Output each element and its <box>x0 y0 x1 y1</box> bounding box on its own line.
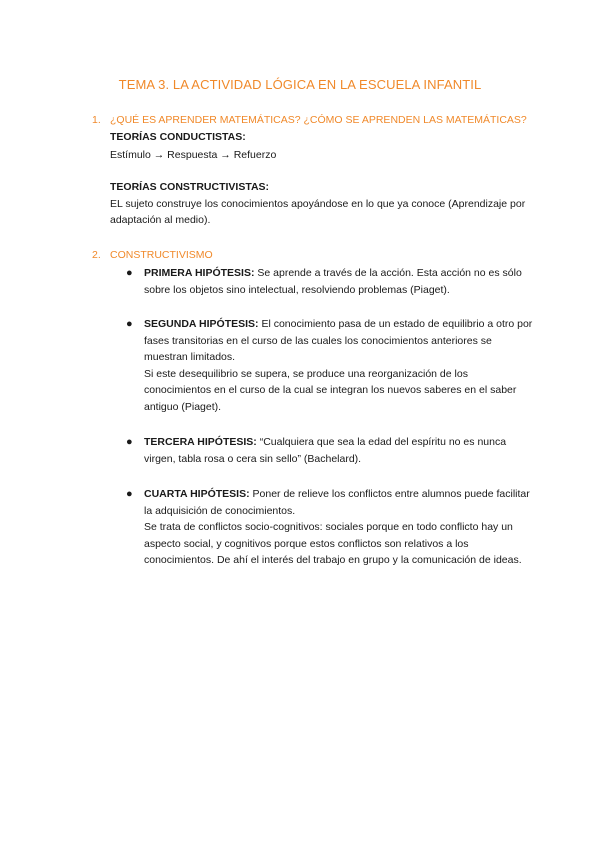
hypothesis-label: SEGUNDA HIPÓTESIS: <box>144 318 259 330</box>
constructivistas-heading: TEORÍAS CONSTRUCTIVISTAS: <box>110 181 270 193</box>
constructivistas-text: EL sujeto construye los conocimientos apoyándose en lo que ya conoce (Aprendizaje por adaptación al medio). <box>110 198 526 226</box>
section-1-number: 1. <box>92 114 101 126</box>
section-2-number: 2. <box>92 249 101 261</box>
bullet-icon: ● <box>126 436 133 448</box>
hypothesis-label: CUARTA HIPÓTESIS: <box>144 488 250 500</box>
conductistas-text: Estímulo → Respuesta → Refuerzo <box>110 149 277 161</box>
hypothesis-extra: Si este desequilibrio se supera, se produce una reorganización de los conocimientos en el curso de la cual se integran los nuevos saberes en el saber antiguo (Piaget). <box>144 367 517 413</box>
hypothesis-label: PRIMERA HIPÓTESIS: <box>144 267 255 279</box>
hypothesis-text: “Cualquiera que sea la edad del espíritu no es nunca virgen, tabla rosa o cera sin sello” (Bachelard). <box>144 436 507 465</box>
hypothesis-label: TERCERA HIPÓTESIS: <box>144 436 257 448</box>
hypothesis-item-4 <box>144 486 534 569</box>
hypothesis-text: Se aprende a través de la acción. Esta acción no es sólo sobre los objetos sino intelectual, resolviendo problemas (Piaget). <box>144 267 522 296</box>
bullet-icon: ● <box>126 488 133 500</box>
hypothesis-item-1 <box>144 265 534 298</box>
conductistas-heading: TEORÍAS CONDUCTISTAS: <box>110 131 246 143</box>
bullet-icon: ● <box>126 318 133 330</box>
hypothesis-item-3 <box>144 434 534 467</box>
hypothesis-extra: Se trata de conflictos socio-cognitivos: sociales porque en todo conflicto hay un aspecto social, y cognitivos porque estos conflictos son relativos a los conocimientos. De ahí el interés del trabajo en grupo y la comunicación de ideas. <box>144 521 522 566</box>
hypothesis-text: El conocimiento pasa de un estado de equilibrio a otro por fases transitorias en el curso de las cuales los conocimientos anteriores se muestran limitados. <box>144 318 533 363</box>
hypothesis-item-2 <box>144 316 534 415</box>
document-title: TEMA 3. LA ACTIVIDAD LÓGICA EN LA ESCUELA INFANTIL <box>118 77 482 92</box>
hypothesis-text: Poner de relieve los conflictos entre alumnos puede facilitar la adquisición de conocimientos. <box>144 488 530 517</box>
bullet-icon: ● <box>126 267 133 279</box>
section-1-title: ¿QUÉ ES APRENDER MATEMÁTICAS? ¿CÓMO SE APRENDEN LAS MATEMÁTICAS? <box>110 114 527 126</box>
section-2-title: CONSTRUCTIVISMO <box>110 249 213 261</box>
